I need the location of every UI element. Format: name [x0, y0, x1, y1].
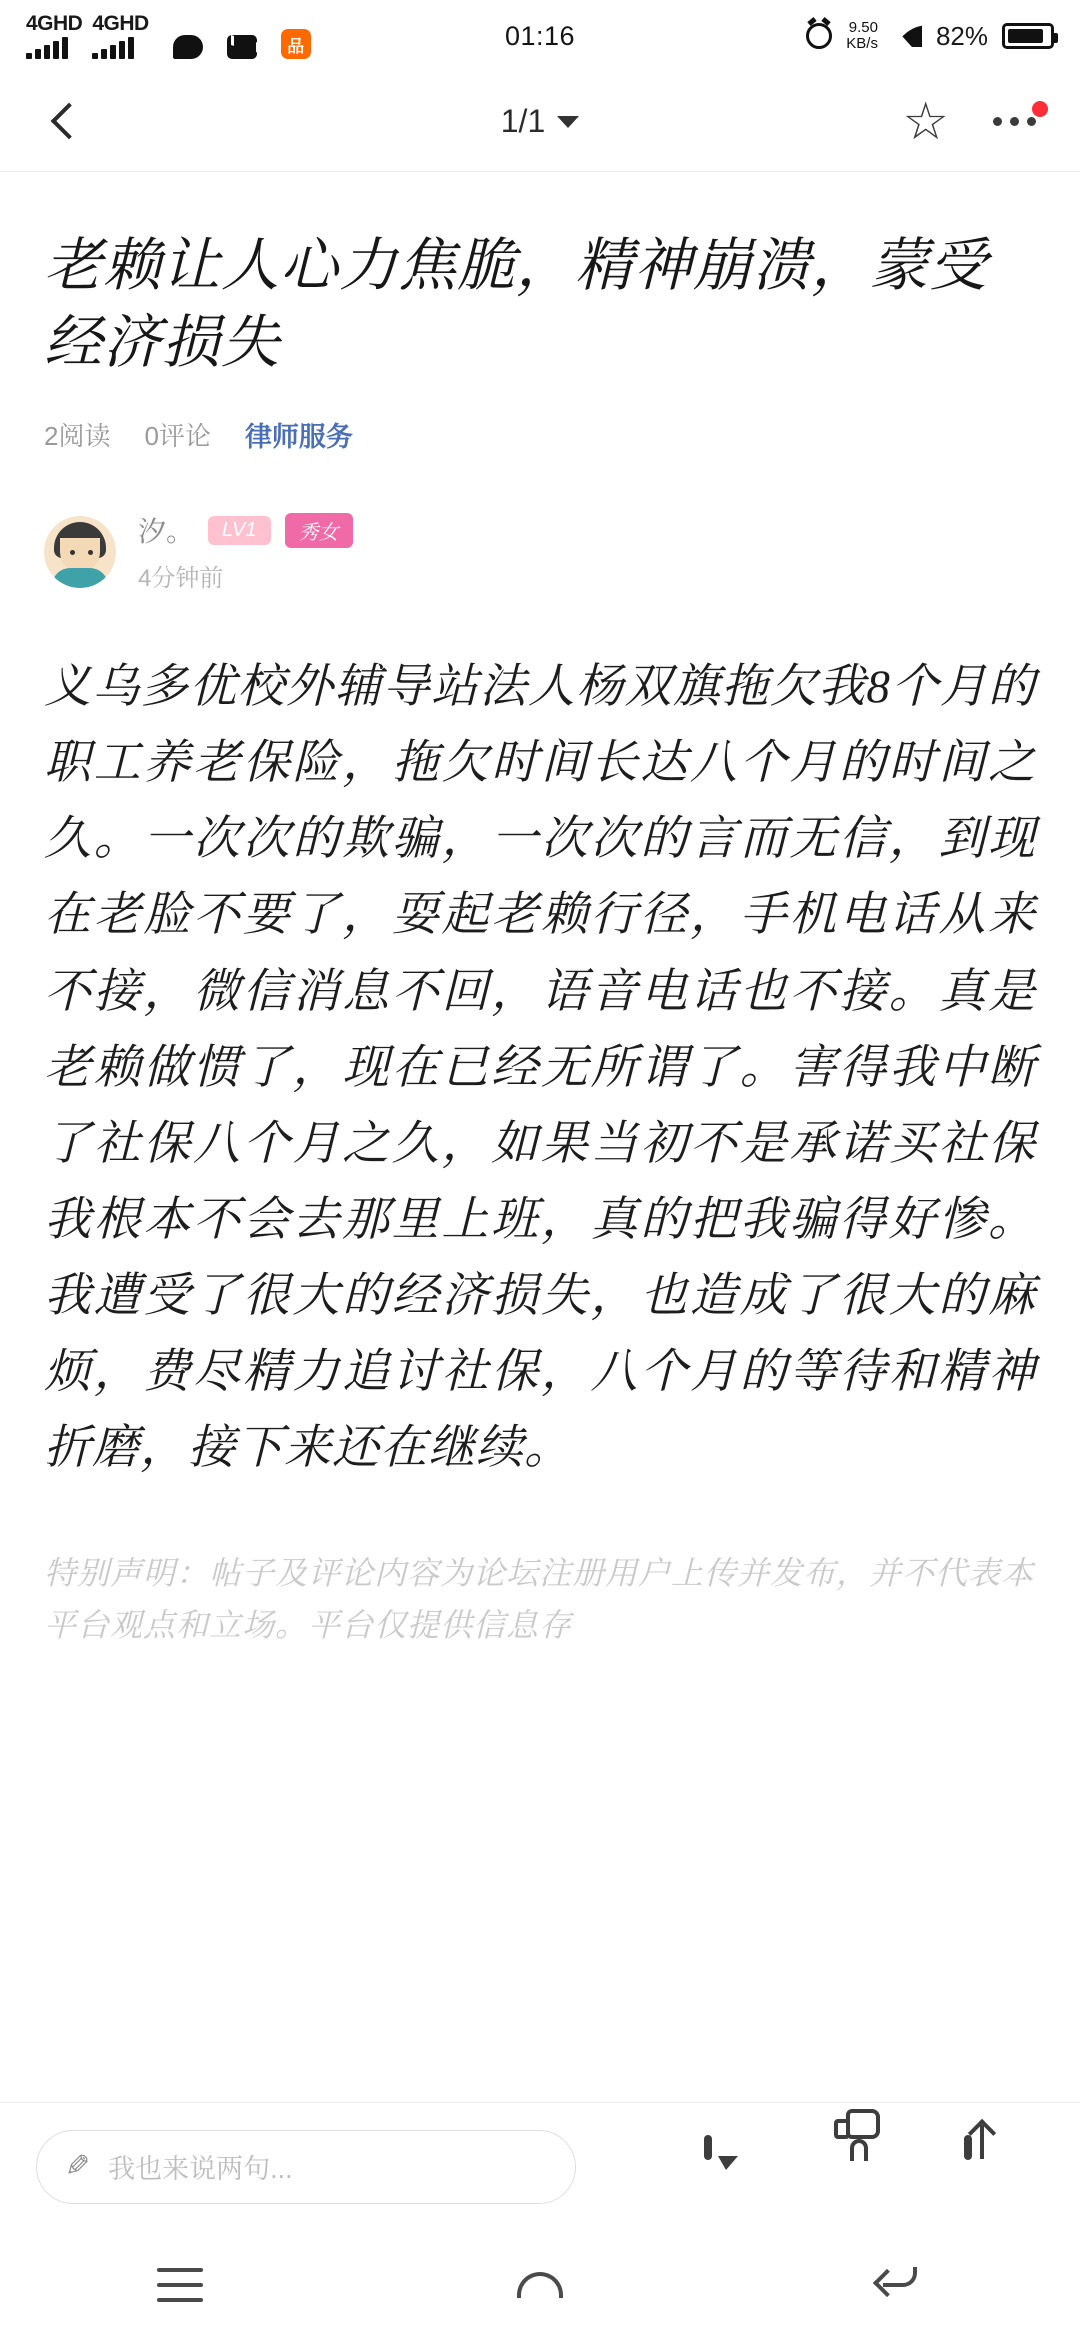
recent-apps-button[interactable]: [157, 2268, 203, 2302]
chevron-down-icon[interactable]: [557, 116, 579, 128]
data-rate-unit: KB/s: [846, 35, 878, 52]
comment-input-placeholder: 我也来说两句...: [108, 2154, 293, 2184]
top-bar-actions: [902, 92, 1036, 151]
bottom-action-bar: [0, 2102, 1080, 2230]
comment-count: 0评论: [144, 421, 211, 452]
favorite-star-icon[interactable]: ☆: [902, 92, 949, 151]
article-disclaimer: 特别声明：帖子及评论内容为论坛注册用户上传并发布，并不代表本平台观点和立场。平台仅提供信息存: [44, 1555, 1035, 1643]
sim1-network-label: 4GHD: [26, 12, 83, 35]
home-button[interactable]: [517, 2272, 563, 2298]
sim2-network-label: 4GHD: [92, 12, 149, 35]
status-bar: [0, 0, 1080, 72]
battery-icon: [1002, 23, 1054, 49]
article-meta: [44, 415, 1036, 454]
comment-input[interactable]: [36, 2130, 576, 2204]
article-body: 义乌多优校外辅导站法人杨双旗拖欠我8个月的职工养老保险，拖欠时间长达八个月的时间之久。一次次的欺骗，一次次的言而无信，到现在老脸不要了，耍起老赖行径，手机电话从来不接，微信消息不回，语音电话也不接。真是老赖做惯了，现在已经无所谓了。害得我中断了社保八个月之久，如果当初不是承诺买社保我根本不会去那里上班，真的把我骗得好惨。我遭受了很大的经济损失，也造成了很大的麻烦，费尽精力追讨社保，八个月的等待和精神折磨，接下来还在继续。: [44, 661, 1036, 1475]
bottom-action-icons: [704, 2139, 1044, 2195]
post-time: 4分钟前: [138, 565, 224, 593]
page-indicator-label: 1/1: [500, 103, 546, 139]
system-back-button[interactable]: [877, 2267, 923, 2303]
notification-badge: [1032, 101, 1048, 117]
pencil-icon: ✎: [65, 2150, 91, 2183]
app-notification-label: 品: [281, 29, 311, 59]
like-button[interactable]: [834, 2139, 890, 2195]
article-container: [0, 172, 1080, 1651]
comment-button[interactable]: [704, 2139, 760, 2195]
level-badge: LV1: [208, 516, 270, 545]
more-options-button[interactable]: [993, 117, 1036, 126]
android-nav-bar: [0, 2230, 1080, 2340]
avatar[interactable]: [44, 516, 116, 588]
author-name[interactable]: 汐。: [138, 516, 195, 548]
lawyer-service-link[interactable]: 律师服务: [244, 422, 353, 453]
share-button[interactable]: [964, 2139, 1020, 2195]
status-bar-clock: 01:16: [504, 20, 576, 51]
title-badge: 秀女: [285, 513, 353, 548]
wifi-icon: [892, 25, 922, 47]
author-row: [44, 510, 1036, 593]
author-info: [138, 510, 353, 593]
author-top-line: [138, 510, 353, 550]
battery-percent: 82%: [935, 20, 988, 51]
read-count: 2阅读: [44, 421, 111, 452]
page-title: 老赖让人心力焦脆，精神崩溃，蒙受经济损失: [44, 233, 989, 375]
data-rate-value: 9.50: [848, 19, 878, 36]
app-top-bar: [0, 72, 1080, 172]
